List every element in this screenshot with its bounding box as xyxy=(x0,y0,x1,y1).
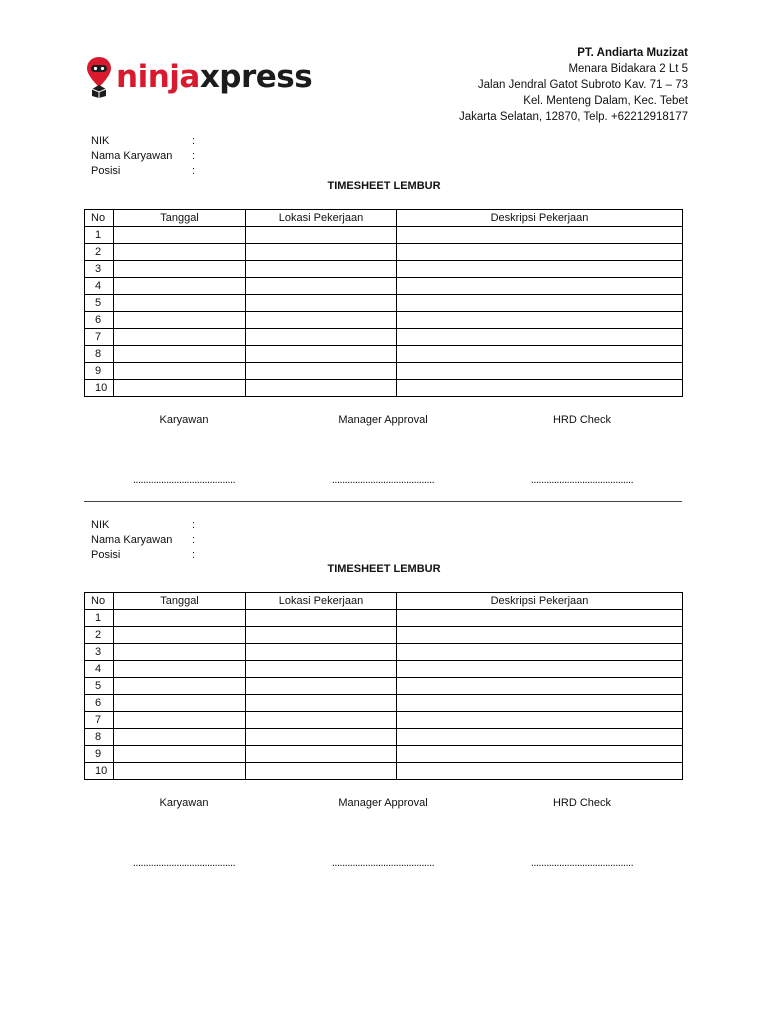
table-row xyxy=(85,295,683,312)
lokasi-cell[interactable] xyxy=(246,346,397,363)
timesheet-table xyxy=(84,592,683,780)
row-number: 9 xyxy=(85,363,114,380)
deskripsi-cell[interactable] xyxy=(397,661,683,678)
table-row xyxy=(85,695,683,712)
deskripsi-cell[interactable] xyxy=(397,278,683,295)
table-row xyxy=(85,261,683,278)
table-row xyxy=(85,312,683,329)
field-colon: : xyxy=(192,165,196,177)
deskripsi-cell[interactable] xyxy=(397,329,683,346)
deskripsi-cell[interactable] xyxy=(397,346,683,363)
deskripsi-cell[interactable] xyxy=(397,227,683,244)
lokasi-cell[interactable] xyxy=(246,729,397,746)
table-row xyxy=(85,380,683,397)
tanggal-cell[interactable] xyxy=(114,712,246,729)
signature-label-manager: Manager Approval xyxy=(338,797,428,809)
field-colon: : xyxy=(192,534,196,546)
lokasi-cell[interactable] xyxy=(246,244,397,261)
deskripsi-cell[interactable] xyxy=(397,261,683,278)
row-number: 3 xyxy=(85,644,114,661)
tanggal-cell[interactable] xyxy=(114,380,246,397)
table-row xyxy=(85,278,683,295)
tanggal-cell[interactable] xyxy=(114,363,246,380)
employee-info xyxy=(91,518,195,563)
col-header-deskripsi: Deskripsi Pekerjaan xyxy=(397,210,683,227)
signature-label-karyawan: Karyawan xyxy=(159,414,209,426)
lokasi-cell[interactable] xyxy=(246,261,397,278)
signature-line-manager[interactable]: ........................................ xyxy=(331,474,435,486)
lokasi-cell[interactable] xyxy=(246,627,397,644)
table-header-row xyxy=(85,593,683,610)
deskripsi-cell[interactable] xyxy=(397,380,683,397)
table-header-row xyxy=(85,210,683,227)
lokasi-cell[interactable] xyxy=(246,661,397,678)
table-row xyxy=(85,746,683,763)
tanggal-cell[interactable] xyxy=(114,244,246,261)
lokasi-cell[interactable] xyxy=(246,644,397,661)
lokasi-cell[interactable] xyxy=(246,610,397,627)
lokasi-cell[interactable] xyxy=(246,712,397,729)
deskripsi-cell[interactable] xyxy=(397,244,683,261)
lokasi-cell[interactable] xyxy=(246,363,397,380)
deskripsi-cell[interactable] xyxy=(397,295,683,312)
field-colon: : xyxy=(192,519,196,531)
row-number: 9 xyxy=(85,746,114,763)
table-row xyxy=(85,644,683,661)
tanggal-cell[interactable] xyxy=(114,278,246,295)
tanggal-cell[interactable] xyxy=(114,261,246,278)
timesheet-table xyxy=(84,209,683,397)
lokasi-cell[interactable] xyxy=(246,746,397,763)
row-number: 7 xyxy=(85,329,114,346)
employee-info xyxy=(91,134,195,179)
table-row xyxy=(85,244,683,261)
table-row xyxy=(85,678,683,695)
field-colon: : xyxy=(192,135,196,147)
logo-wordmark: ninjaxpress xyxy=(116,58,313,95)
table-row xyxy=(85,363,683,380)
deskripsi-cell[interactable] xyxy=(397,610,683,627)
row-number: 2 xyxy=(85,244,114,261)
row-number: 6 xyxy=(85,695,114,712)
field-label-posisi: Posisi xyxy=(91,549,121,561)
lokasi-cell[interactable] xyxy=(246,695,397,712)
tanggal-cell[interactable] xyxy=(114,746,246,763)
row-number: 4 xyxy=(85,661,114,678)
deskripsi-cell[interactable] xyxy=(397,763,683,780)
ninja-pin-icon xyxy=(86,56,112,98)
table-row xyxy=(85,610,683,627)
timesheet-title: TIMESHEET LEMBUR xyxy=(327,180,441,192)
col-header-lokasi: Lokasi Pekerjaan xyxy=(246,210,397,227)
lokasi-cell[interactable] xyxy=(246,312,397,329)
signature-label-hrd: HRD Check xyxy=(552,797,612,809)
row-number: 3 xyxy=(85,261,114,278)
row-number: 4 xyxy=(85,278,114,295)
tanggal-cell[interactable] xyxy=(114,661,246,678)
table-row xyxy=(85,329,683,346)
signature-line-karyawan[interactable]: ........................................ xyxy=(132,474,236,486)
field-colon: : xyxy=(192,549,196,561)
table-row xyxy=(85,763,683,780)
address-line: Jakarta Selatan, 12870, Telp. +62212918177 xyxy=(458,111,688,123)
deskripsi-cell[interactable] xyxy=(397,644,683,661)
tanggal-cell[interactable] xyxy=(114,729,246,746)
field-label-posisi: Posisi xyxy=(91,165,121,177)
lokasi-cell[interactable] xyxy=(246,380,397,397)
table-row xyxy=(85,346,683,363)
signature-line-hrd[interactable]: ........................................ xyxy=(530,857,634,869)
col-header-lokasi: Lokasi Pekerjaan xyxy=(246,593,397,610)
row-number: 10 xyxy=(85,763,114,780)
table-row xyxy=(85,661,683,678)
address-line: Kel. Menteng Dalam, Kec. Tebet xyxy=(523,95,688,107)
deskripsi-cell[interactable] xyxy=(397,678,683,695)
row-number: 5 xyxy=(85,678,114,695)
tanggal-cell[interactable] xyxy=(114,227,246,244)
lokasi-cell[interactable] xyxy=(246,329,397,346)
col-header-tanggal: Tanggal xyxy=(114,210,246,227)
row-number: 1 xyxy=(85,610,114,627)
lokasi-cell[interactable] xyxy=(246,227,397,244)
tanggal-cell[interactable] xyxy=(114,627,246,644)
company-address xyxy=(459,45,688,125)
address-line: Menara Bidakara 2 Lt 5 xyxy=(568,63,688,75)
deskripsi-cell[interactable] xyxy=(397,746,683,763)
lokasi-cell[interactable] xyxy=(246,278,397,295)
col-header-deskripsi: Deskripsi Pekerjaan xyxy=(397,593,683,610)
signature-label-karyawan: Karyawan xyxy=(159,797,209,809)
row-number: 10 xyxy=(85,380,114,397)
tanggal-cell[interactable] xyxy=(114,346,246,363)
deskripsi-cell[interactable] xyxy=(397,695,683,712)
lokasi-cell[interactable] xyxy=(246,295,397,312)
tanggal-cell[interactable] xyxy=(114,329,246,346)
company-name: PT. Andiarta Muzizat xyxy=(577,47,688,59)
timesheet-title: TIMESHEET LEMBUR xyxy=(327,563,441,575)
section-divider xyxy=(84,501,682,502)
deskripsi-cell[interactable] xyxy=(397,729,683,746)
row-number: 7 xyxy=(85,712,114,729)
col-header-tanggal: Tanggal xyxy=(114,593,246,610)
lokasi-cell[interactable] xyxy=(246,763,397,780)
field-colon: : xyxy=(192,150,196,162)
tanggal-cell[interactable] xyxy=(114,312,246,329)
col-header-no: No xyxy=(85,593,114,610)
signature-line-manager[interactable]: ........................................ xyxy=(331,857,435,869)
tanggal-cell[interactable] xyxy=(114,295,246,312)
table-row xyxy=(85,712,683,729)
field-label-nama: Nama Karyawan xyxy=(91,150,173,162)
field-label-nik: NIK xyxy=(91,519,110,531)
row-number: 2 xyxy=(85,627,114,644)
signature-label-hrd: HRD Check xyxy=(552,414,612,426)
field-label-nik: NIK xyxy=(91,135,110,147)
lokasi-cell[interactable] xyxy=(246,678,397,695)
row-number: 1 xyxy=(85,227,114,244)
tanggal-cell[interactable] xyxy=(114,763,246,780)
deskripsi-cell[interactable] xyxy=(397,627,683,644)
table-row xyxy=(85,227,683,244)
tanggal-cell[interactable] xyxy=(114,644,246,661)
signature-line-hrd[interactable]: ........................................ xyxy=(530,474,634,486)
deskripsi-cell[interactable] xyxy=(397,363,683,380)
table-row xyxy=(85,627,683,644)
table-row xyxy=(85,729,683,746)
signature-label-manager: Manager Approval xyxy=(338,414,428,426)
row-number: 5 xyxy=(85,295,114,312)
row-number: 6 xyxy=(85,312,114,329)
ninjaxpress-logo xyxy=(86,56,312,98)
field-label-nama: Nama Karyawan xyxy=(91,534,173,546)
tanggal-cell[interactable] xyxy=(114,695,246,712)
signature-line-karyawan[interactable]: ........................................ xyxy=(132,857,236,869)
address-line: Jalan Jendral Gatot Subroto Kav. 71 – 73 xyxy=(477,79,688,91)
deskripsi-cell[interactable] xyxy=(397,312,683,329)
col-header-no: No xyxy=(85,210,114,227)
tanggal-cell[interactable] xyxy=(114,610,246,627)
row-number: 8 xyxy=(85,729,114,746)
deskripsi-cell[interactable] xyxy=(397,712,683,729)
tanggal-cell[interactable] xyxy=(114,678,246,695)
row-number: 8 xyxy=(85,346,114,363)
